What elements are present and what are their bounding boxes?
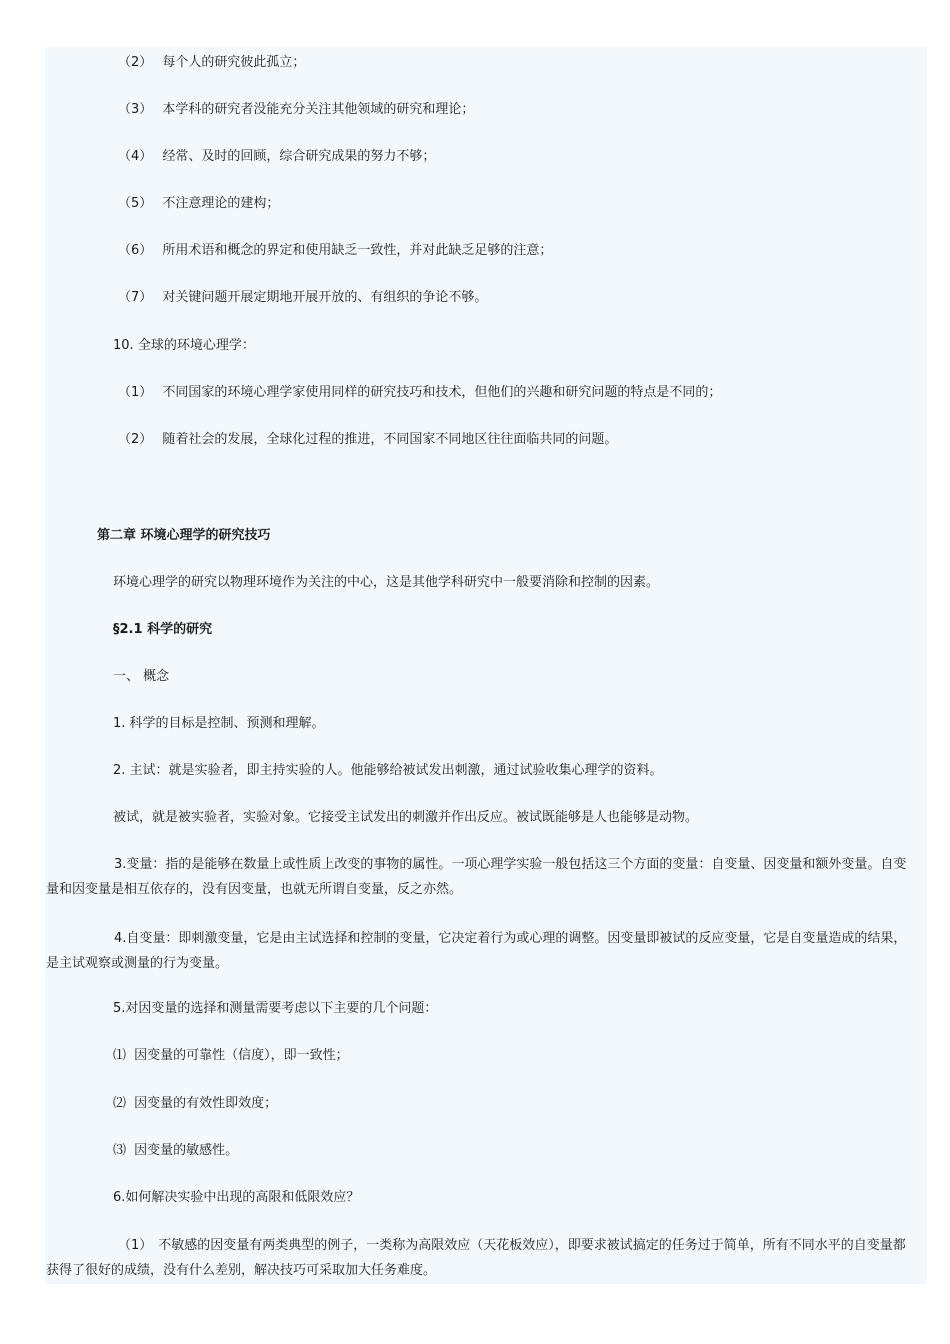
section-title-text: 科学的研究 <box>147 622 213 637</box>
paragraph-number: 3. <box>114 857 127 872</box>
sub-list-item <box>113 1045 349 1067</box>
paragraph-text: 主试：就是实验者，即主持实验的人。他能够给被试发出刺激，通过试验收集心理学的资料。 <box>129 763 663 778</box>
list-item <box>118 99 474 121</box>
sub-list-item <box>113 1093 277 1115</box>
paragraph-3 <box>46 852 918 902</box>
item-text: 本学科的研究者没能充分关注其他领域的研究和理论； <box>162 102 475 117</box>
section-number: 10. <box>113 338 134 353</box>
item-number: （3） <box>118 102 153 117</box>
item-number: （6） <box>118 243 153 258</box>
list-item <box>118 240 552 262</box>
section-10-heading <box>113 335 255 357</box>
item-text: 因变量的可靠性（信度），即一致性； <box>134 1048 349 1063</box>
item-number: （4） <box>118 149 153 164</box>
item-number: ⑶ <box>113 1143 127 1158</box>
paragraph-text: 科学的目标是控制、预测和理解。 <box>129 716 325 731</box>
paragraph-number: （1） <box>118 1238 153 1253</box>
item-number: （1） <box>118 385 153 400</box>
item-text: 经常、及时的回顾，综合研究成果的努力不够； <box>162 149 436 164</box>
chapter-intro: 环境心理学的研究以物理环境作为关注的中心，这是其他学科研究中一般要消除和控制的因素。 <box>113 575 660 590</box>
paragraph-number: 2. <box>113 763 126 778</box>
item-number: （5） <box>118 196 153 211</box>
paragraph-text: 变量：指的是能够在数量上或性质上改变的事物的属性。一项心理学实验一般包括这三个方面的变量：自变量、因变量和额外变量。自变量和因变量是相互依存的，没有因变量，也就无所谓自变量，反之亦然。 <box>46 857 907 897</box>
item-text: 不注意理论的建构； <box>162 196 280 211</box>
paragraph-number: 5. <box>113 1001 126 1016</box>
item-text: 不同国家的环境心理学家使用同样的研究技巧和技术，但他们的兴趣和研究问题的特点是不同的； <box>162 385 722 400</box>
list-item <box>118 287 487 309</box>
item-number: ⑵ <box>113 1096 127 1111</box>
paragraph-6a <box>46 1233 918 1283</box>
paragraph-text: 对因变量的选择和测量需要考虑以下主要的几个问题： <box>125 1001 438 1016</box>
paragraph-number: 6. <box>113 1190 126 1205</box>
list-item <box>118 52 305 74</box>
concept-heading: 一、 概念 <box>113 669 170 684</box>
paragraph-number: 1. <box>113 716 126 731</box>
section-title <box>113 619 212 641</box>
paragraph-2b: 被试，就是被实验者，实验对象。它接受主试发出的刺激并作出反应。被试既能够是人也能够是动物。 <box>113 810 699 825</box>
paragraph-5 <box>113 998 437 1020</box>
paragraph-4 <box>46 926 918 976</box>
item-text: 因变量的敏感性。 <box>134 1143 239 1158</box>
paragraph-number: 4. <box>114 931 127 946</box>
paragraph-2 <box>113 760 663 782</box>
paragraph-6 <box>113 1187 359 1209</box>
chapter-title: 第二章 环境心理学的研究技巧 <box>97 528 271 543</box>
sub-list-item <box>113 1140 238 1162</box>
paragraph-1 <box>113 713 325 735</box>
section-title-number: §2.1 <box>113 622 143 637</box>
list-item <box>118 193 279 215</box>
list-item <box>118 429 617 451</box>
item-text: 随着社会的发展，全球化过程的推进，不同国家不同地区往往面临共同的问题。 <box>162 432 618 447</box>
item-text: 对关键问题开展定期地开展开放的、有组织的争论不够。 <box>162 290 488 305</box>
item-text: 所用术语和概念的界定和使用缺乏一致性，并对此缺乏足够的注意； <box>162 243 553 258</box>
item-number: （7） <box>118 290 153 305</box>
list-item <box>118 146 435 168</box>
item-number: （2） <box>118 55 153 70</box>
item-text: 因变量的有效性即效度； <box>134 1096 278 1111</box>
paragraph-text: 如何解决实验中出现的高限和低限效应？ <box>125 1190 360 1205</box>
item-number: （2） <box>118 432 153 447</box>
item-text: 每个人的研究彼此孤立； <box>162 55 306 70</box>
item-number: ⑴ <box>113 1048 127 1063</box>
section-text: 全球的环境心理学： <box>137 338 255 353</box>
list-item <box>118 382 721 404</box>
paragraph-text: 不敏感的因变量有两类典型的例子，一类称为高限效应（天花板效应），即要求被试搞定的任务过于简单，所有不同水平的自变量都获得了很好的成绩，没有什么差别，解决技巧可采取加大任务难度。 <box>46 1238 906 1278</box>
paragraph-text: 自变量：即刺激变量，它是由主试选择和控制的变量，它决定着行为或心理的调整。因变量即被试的反应变量，它是自变量造成的结果，是主试观察或测量的行为变量。 <box>46 931 907 971</box>
